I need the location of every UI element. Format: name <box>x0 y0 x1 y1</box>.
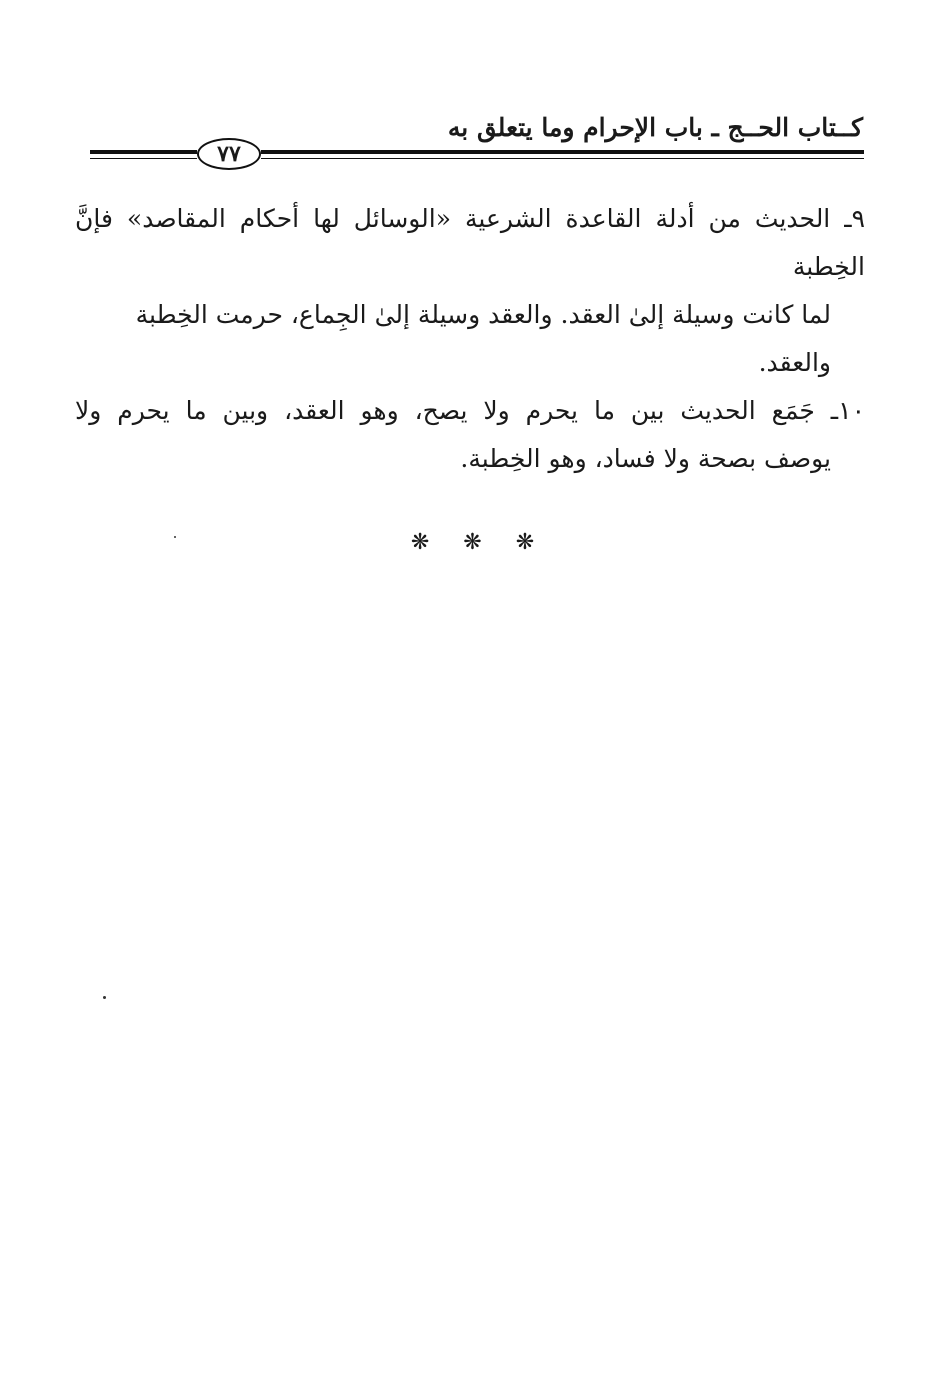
item-continuation: يوصف بصحة ولا فساد، وهو الخِطبة. <box>460 444 831 473</box>
scan-speck <box>174 536 176 538</box>
header-rule-thick-right <box>261 150 864 154</box>
section-divider <box>0 530 945 556</box>
header-rule-thin-left <box>90 158 197 159</box>
list-item <box>75 195 865 387</box>
item-continuation: لما كانت وسيلة إلىٰ العقد. والعقد وسيلة إلىٰ الجِماع، حرمت الخِطبة والعقد. <box>135 300 831 377</box>
page-number: ٧٧ <box>217 141 241 167</box>
page-number-badge <box>197 138 261 170</box>
header-rule-thick-left <box>90 150 197 154</box>
item-first-line: ٩ـ الحديث من أدلة القاعدة الشرعية «الوسائل لها أحكام المقاصد» فإنَّ الخِطبة <box>75 204 865 281</box>
main-text <box>75 195 865 483</box>
divider-star-icon: ❋ <box>515 530 535 555</box>
list-item <box>75 387 865 483</box>
header-rule-thin-right <box>261 158 864 159</box>
scan-speck <box>103 996 106 999</box>
running-header-title: كــتاب الحــج ـ باب الإحرام وما يتعلق به <box>447 113 863 142</box>
divider-star-icon: ❋ <box>410 530 430 555</box>
divider-star-icon: ❋ <box>463 530 482 555</box>
item-first-line: ١٠ـ جَمَع الحديث بين ما يحرم ولا يصح، وهو العقد، وبين ما يحرم ولا <box>75 396 865 425</box>
